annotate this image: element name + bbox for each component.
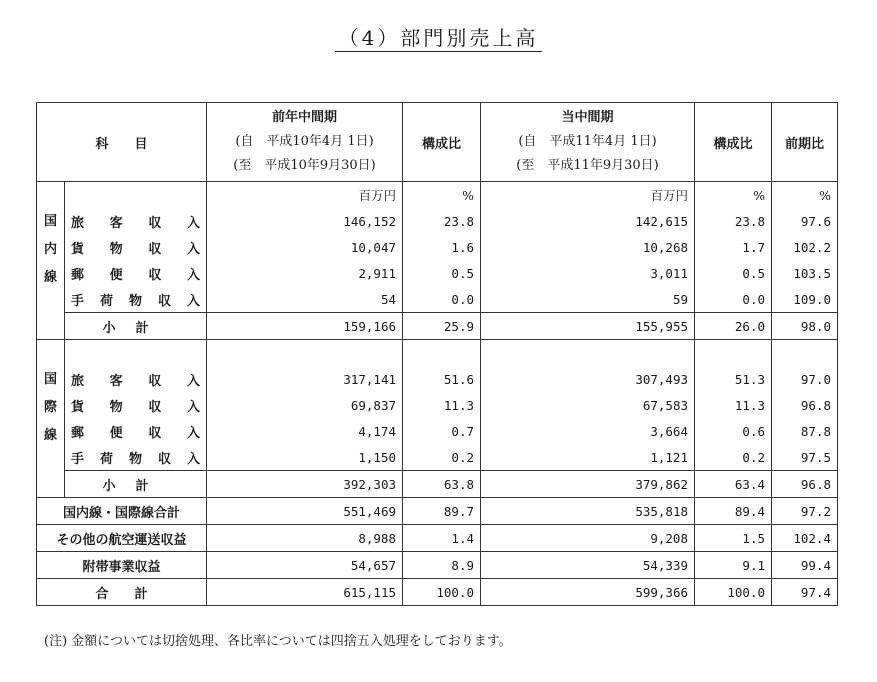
curr-ratio: 9.1 [695,552,772,579]
prev-amount: 146,152 [207,208,403,234]
table-row [37,260,838,286]
table-row [37,444,838,471]
subtotal-label: 小計 [65,471,207,498]
curr-ratio: 0.5 [695,260,772,286]
curr-amount: 9,208 [481,525,695,552]
header-curr-ratio: 構成比 [695,103,772,182]
table-row [37,234,838,260]
yoy-ratio: 102.2 [772,234,838,260]
blank [481,340,695,367]
unit-amount: 百万円 [481,182,695,209]
subtotal-row [37,471,838,498]
header-subject: 科 目 [37,103,207,182]
item-label: 貨 物 収 入 [65,234,207,260]
header-prev-period-line: (至 平成10年9月30日) [233,158,376,173]
yoy-ratio: 97.0 [772,366,838,392]
header-row [37,103,838,182]
curr-amount: 3,011 [481,260,695,286]
item-label: 旅 客 収 入 [65,208,207,234]
prev-amount: 551,469 [207,498,403,525]
table-row [37,286,838,313]
prev-amount: 159,166 [207,313,403,340]
footnote: (注) 金額については切捨処理、各比率については四捨五入処理をしております。 [44,634,512,649]
prev-amount: 10,047 [207,234,403,260]
curr-amount: 379,862 [481,471,695,498]
prev-ratio: 63.8 [403,471,481,498]
curr-ratio: 23.8 [695,208,772,234]
curr-amount: 307,493 [481,366,695,392]
curr-amount: 1,121 [481,444,695,471]
group-label: 国 内 線 [37,182,65,340]
prev-ratio: 0.5 [403,260,481,286]
prev-ratio: 0.7 [403,418,481,444]
curr-amount: 10,268 [481,234,695,260]
blank [695,340,772,367]
blank [65,182,207,209]
prev-amount: 4,174 [207,418,403,444]
curr-ratio: 11.3 [695,392,772,418]
yoy-ratio: 96.8 [772,471,838,498]
yoy-ratio: 102.4 [772,525,838,552]
prev-ratio: 1.4 [403,525,481,552]
prev-amount: 615,115 [207,579,403,606]
table-row [37,208,838,234]
curr-amount: 142,615 [481,208,695,234]
yoy-ratio: 109.0 [772,286,838,313]
table-row [37,392,838,418]
prev-amount: 54 [207,286,403,313]
curr-amount: 59 [481,286,695,313]
table-row [37,366,838,392]
item-label: 手 荷 物 収 入 [65,444,207,471]
prev-amount: 2,911 [207,260,403,286]
prev-ratio: 89.7 [403,498,481,525]
header-curr-period-line: 当中間期 [561,110,614,125]
prev-ratio: 51.6 [403,366,481,392]
prev-ratio: 1.6 [403,234,481,260]
prev-ratio: 0.0 [403,286,481,313]
header-curr-period-line: (至 平成11年9月30日) [516,158,659,173]
curr-ratio: 51.3 [695,366,772,392]
curr-amount: 3,664 [481,418,695,444]
curr-ratio: 1.5 [695,525,772,552]
item-label: 郵 便 収 入 [65,260,207,286]
curr-amount: 599,366 [481,579,695,606]
spacer-row [37,340,838,367]
yoy-ratio: 98.0 [772,313,838,340]
prev-amount: 1,150 [207,444,403,471]
item-label: 貨 物 収 入 [65,392,207,418]
total-label: 附帯事業収益 [37,552,207,579]
unit-pct: % [772,182,838,209]
subtotal-label: 小計 [65,313,207,340]
prev-ratio: 25.9 [403,313,481,340]
yoy-ratio: 96.8 [772,392,838,418]
table-row [37,418,838,444]
curr-ratio: 0.6 [695,418,772,444]
prev-ratio: 11.3 [403,392,481,418]
total-row [37,579,838,606]
yoy-ratio: 97.5 [772,444,838,471]
prev-amount: 8,988 [207,525,403,552]
yoy-ratio: 87.8 [772,418,838,444]
unit-amount: 百万円 [207,182,403,209]
prev-amount: 54,657 [207,552,403,579]
item-label: 手 荷 物 収 入 [65,286,207,313]
page-title: （4）部門別売上高 [0,22,877,51]
curr-ratio: 0.0 [695,286,772,313]
curr-ratio: 63.4 [695,471,772,498]
curr-ratio: 89.4 [695,498,772,525]
total-label: その他の航空運送収益 [37,525,207,552]
blank [772,340,838,367]
curr-amount: 67,583 [481,392,695,418]
prev-amount: 69,837 [207,392,403,418]
total-row [37,498,838,525]
yoy-ratio: 103.5 [772,260,838,286]
header-prev-ratio: 構成比 [403,103,481,182]
curr-amount: 535,818 [481,498,695,525]
total-label: 国内線・国際線合計 [37,498,207,525]
curr-ratio: 26.0 [695,313,772,340]
curr-ratio: 0.2 [695,444,772,471]
prev-amount: 317,141 [207,366,403,392]
curr-amount: 54,339 [481,552,695,579]
prev-ratio: 23.8 [403,208,481,234]
prev-ratio: 100.0 [403,579,481,606]
unit-pct: % [695,182,772,209]
sales-by-segment-table [36,102,838,606]
blank [403,340,481,367]
header-curr-period [481,103,695,182]
units-row [37,182,838,209]
prev-ratio: 0.2 [403,444,481,471]
curr-amount: 155,955 [481,313,695,340]
yoy-ratio: 97.6 [772,208,838,234]
total-row [37,552,838,579]
header-prev-period-line: (自 平成10年4月 1日) [235,134,374,149]
yoy-ratio: 97.4 [772,579,838,606]
total-label: 合 計 [37,579,207,606]
item-label: 郵 便 収 入 [65,418,207,444]
blank [65,340,207,367]
header-yoy: 前期比 [772,103,838,182]
group-label: 国 際 線 [37,340,65,498]
subtotal-row [37,313,838,340]
header-prev-period-line: 前年中間期 [271,110,337,125]
curr-ratio: 100.0 [695,579,772,606]
blank [207,340,403,367]
prev-amount: 392,303 [207,471,403,498]
header-curr-period-line: (自 平成11年4月 1日) [518,134,657,149]
yoy-ratio: 99.4 [772,552,838,579]
unit-pct: % [403,182,481,209]
prev-ratio: 8.9 [403,552,481,579]
header-prev-period [207,103,403,182]
yoy-ratio: 97.2 [772,498,838,525]
curr-ratio: 1.7 [695,234,772,260]
total-row [37,525,838,552]
item-label: 旅 客 収 入 [65,366,207,392]
